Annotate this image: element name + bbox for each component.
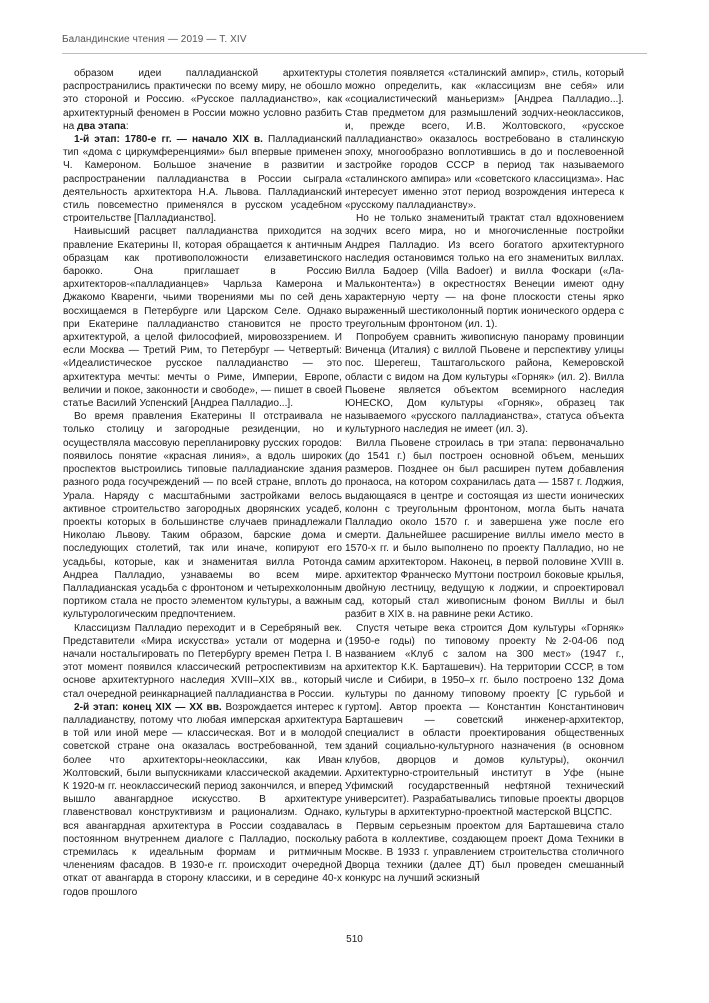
paragraph: Во время правления Екатерины II отстраивала не только столицу и загородные резиденции, но и осуществляла массовую перепланировку русских городов: появилось понятие «красная линия», а вдоль широких проспектов выстроились типовые палладианские здания разного рода госучреждений — по всей стране, вплоть до Урала. Наряду с масштабными застройками велось активное строительство загородных дворянских усадеб, проекты которых в большинстве случаев принадлежали Николаю Львову. Таким образом, барские дома и последующих столетий, так или иначе, копируют его усадьбы, которые, как и знаменитая вилла Ротонда Андреа Палладио, узнаваемы во всем мире. Палладианская усадьба с фронтоном и четырехколонным портиком стала не просто элементом культуры, а важным культурологическим предпочтением. xyxy=(63,411,342,621)
paragraph: Попробуем сравнить живописную панораму провинции Виченца (Италия) с виллой Пьовене и перспективу улицы пос. Шерегеш, Таштагольского района, Кемеровской области с видом на Дом культуры «Горняк» (ил. 2). Вилла Пьовене является объектом всемирного наследия ЮНЕСКО, Дом культуры «Горняк», образец так называемого «русского палладианства», статуса объекта культурного наследия не имеет (ил. 3). xyxy=(345,332,624,436)
left-column xyxy=(63,67,342,899)
paragraph: 2-й этап: конец XIX — XX вв. Возрождается интерес к палладианству, потому что любая имперская архитектура в той или иной мере — классическая. Вот и в молодой советской стране она оказалась востребованной, тем более что архитекторы-неоклассики, как Иван Жолтовский, были выпускниками классической академии. К 1920-м гг. неоклассический период закончился, и вперед вышло авангардное искусство. В архитектуре главенствовал конструктивизм и рационализм. Однако, вся авангардная архитектура в России создавалась в постоянном внутреннем диалоге с Палладио, поскольку стремилась к идеальным формам и ритмичным членениям фасадов. В 1930-е гг. происходит очередной откат от авангарда в сторону классики, и в середине 40-х годов прошлого xyxy=(63,701,342,898)
paragraph: Но не только знаменитый трактат стал вдохновением зодчих всего мира, но и многочисленные постройки Андрея Палладио. Из всего богатого архитектурного наследия остановимся только на его знаменитых виллах. Вилла Бадоер (Villa Badoer) и вилла Фоскари («Ла-Мальконтента») в окрестностях Венеции имеют одну характерную черту — на фоне плоскости стены ярко выраженный шестиколонный портик ионического ордера с треугольным фронтоном (ил. 1). xyxy=(345,213,624,330)
paragraph: образом идеи палладианской архитектуры распространились практически по всему миру, не обошло это стороной и Россию. «Русское палладианство», как архитектурный феномен в России можно условно разбить на два этапа: xyxy=(63,68,342,132)
paragraph: столетия появляется «сталинский ампир», стиль, который можно определить, как «классицизм вне себя» или «социалистический маньеризм» [Андреа Палладио...]. Став предметом для размышлений зодчих-неоклассиков, и, прежде всего, И.В. Жолтовского, «русское палладианство» оказалось востребовано в сталинскую эпоху, многообразно воплотившись в до и послевоенной застройке городов СССР в период так называемого «сталинского ампира» или «советского классицизма». Нас интересует именно этот период возрождения интереса к «русскому палладианству». xyxy=(345,68,624,212)
paragraph: 1-й этап: 1780-е гг. — начало XIX в. Палладианский тип «дома с циркумференциями» был впервые применен Ч. Камероном. Большое значение в развитии и распространении палладианства в России сыграла деятельность архитектора Н.А. Львова. Палладианский стиль повсеместно применялся в русском усадебном строительстве [Палладианство]. xyxy=(63,134,342,225)
right-column xyxy=(345,67,624,886)
header-rule xyxy=(62,53,647,54)
paragraph: Классицизм Палладио переходит и в Серебряный век. Представители «Мира искусства» устали от модерна и начали ностальгировать по Петербургу времен Петра I. В этот момент появился классический ретроспективизм на основе архитектурного наследия XVIII–XIX вв., который стал очередной реинкарнацией палладианства в России. xyxy=(63,622,342,700)
running-header: Баландинские чтения — 2019 — Т. XIV xyxy=(62,34,247,45)
stage-heading: 1-й этап: 1780-е гг. — начало XIX в. xyxy=(74,134,263,146)
stage-heading: 2-й этап: конец XIX — XX вв. xyxy=(74,701,222,713)
paragraph: Вилла Пьовене строилась в три этапа: первоначально (до 1541 г.) был построен основной объем, меньших размеров. Позднее он был расширен путем добавления пронаоса, на котором сохранилась дата — 1587 г. Лоджия, выдающаяся в центре и состоящая из шести ионических колонн с треугольным фронтоном, могла быть начата Палладио около 1570 г. и завершена уже после его смерти. Дальнейшее расширение виллы имело место в 1570-х гг. и было выполнено по проекту Палладио, но не самим архитектором. Наконец, в первой половине XVIII в. архитектор Франческо Муттони построил боковые крылья, двойную лестницу, ведущую к лоджии, и спроектировал сад, который стал живописным фоном Виллы и был разбит в XIX в. на равнине реки Астико. xyxy=(345,437,624,621)
paragraph: Наивысший расцвет палладианства приходится на правление Екатерины II, которая обращается к античным образцам как противоположности елизаветинского барокко. Она приглашает в Россию архитекторов-«палладианцев» Чарльза Камерона и Джакомо Кваренги, чьими творениями мы по сей день восхищаемся в Петербурге или Царском Селе. Однако при Екатерине палладианство становится не просто архитектурой, а целой философией, мировоззрением. И если Москва — Третий Рим, то Петербург — Четвертый: «Идеалистическое русское палладианство — это архитектура мечты: мечты о Риме, Империи, Европе, величии и покое, законности и свободе», — пишет в своей статье Василий Успенский [Андреа Палладио...]. xyxy=(63,226,342,410)
paragraph: Первым серьезным проектом для Барташевича стало работа в коллективе, создающем проект Дома Техники в Москве. В 1933 г. управлением строительства столичного Дворца техники (далее ДТ) был проведен смешанный конкурс на лучший эскизный xyxy=(345,820,624,885)
paragraph: Спустя четыре века строится Дом культуры «Горняк» (1950-е годы) по типовому проекту №2-04-06 под названием «Клуб с залом на 300 мест» (1947 г., архитектор К.К. Барташевич). На территории СССР, в том числе и Сибири, в 1950–х гг. было построено 132 Дома культуры по данному типовому проекту [С гурьбой и гуртом]. Автор проекта — Константин Константинович Барташевич — советский инженер-архитектор, специалист в области проектирования общественных зданий социально-культурного назначения (в основном клубов, дворцов и домов культуры), окончил Архитектурно-строительный институт в Уфе (ныне Уфимский государственный нефтяной технический университет). Разрабатывались типовые проекты дворцов культуры в архитектурно-проектной мастерской ВЦСПС. xyxy=(345,622,624,819)
page-number: 510 xyxy=(346,934,363,945)
